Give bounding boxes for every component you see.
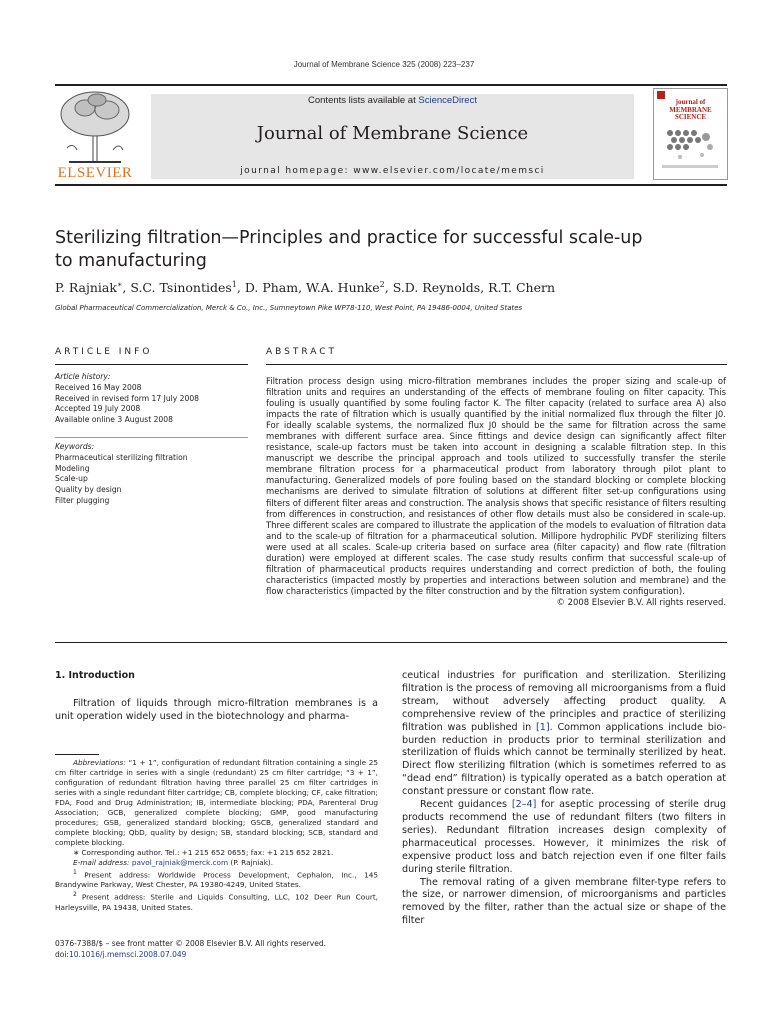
footnote-2-text: Present address: Sterile and Liquids Consulting, LLC, 102 Deer Run Court, Harleysville, PA 19438, United States. [55,892,378,912]
footnote-1 [55,868,378,890]
intro-paragraph-2 [402,799,726,876]
intro-p2-text-b: for aseptic processing of sterile drug products recommend the use of redundant filters (two filters in series). Redundant filtration increases design complexity of pharmaceutical processes. However, it minimizes the risk of expensive product loss and batch rejection even if one filter fails during sterile filtration. [402,799,726,875]
author-list [55,280,735,295]
footnote-1-mark: 1 [73,869,77,876]
email-link[interactable]: pavol_rajniak@merck.com [131,858,229,867]
intro-p1-text-a: ceutical industries for purification and sterilization. Sterilizing filtration is the process of removing all microorganisms from a fluid stream, without adversely affecting product quality. A comprehensive review of the principles and practice of sterilizing filtration was published in [402,670,726,733]
footnote-2 [55,890,378,912]
keyword-item[interactable]: Filter plugging [55,495,110,505]
email-footnote [55,858,378,868]
history-label: Article history: [55,372,111,381]
journal-homepage[interactable]: journal homepage: www.elsevier.com/locate/memsci [240,166,545,176]
intro-p2-text-a: Recent guidances [420,799,512,811]
footnote-mark-2[interactable]: 2 [379,280,385,289]
journal-title: Journal of Membrane Science [256,123,529,144]
abstract-copyright: © 2008 Elsevier B.V. All rights reserved. [556,596,726,607]
intro-left-column [55,698,378,724]
doi-line [55,950,385,961]
footnote-mark-1[interactable]: 1 [231,280,237,289]
title-line-2: to manufacturing [55,251,207,271]
title-line-1: Sterilizing filtration—Principles and practice for successful scale-up [55,228,643,248]
keyword-item[interactable]: Quality by design [55,485,122,495]
cover-logo-mark [657,91,665,99]
issn-line: 0376-7388/$ – see front matter © 2008 Elsevier B.V. All rights reserved. [55,939,327,948]
keywords-label: Keywords: [55,442,95,451]
abstract-rule [266,364,727,365]
email-label: E-mail address: [73,858,130,867]
article-history [55,372,250,426]
history-revised: Received in revised form 17 July 2008 [55,393,199,403]
footnote-rule [55,754,99,755]
intro-right-column [402,670,726,928]
abstract-heading: ABSTRACT [266,347,338,357]
abstract-text: Filtration process design using micro-filtration membranes includes the proper sizing and scale-up of filtration units and requires an understanding of the effects of membrane fouling on filter capacity. This fouling is usually quantified by some fouling factor K. The filter capacity (related to surface area A) also impacts the rate of filtration which is usually quantified by the initial normalized flux through the filter J0. For ideally scalable systems, the normalized flux J0 should be the same for filtration across the same membranes with different surface area. Since fittings and device design can significantly affect filter resistance, scale-up factors must be taken into account in designing a scalable filtration step. In this manuscript we describe the principal approach and tools utilized to successfully transfer the sterile membrane filtration process for a pharmaceutical product from laboratory through pilot plant to manufacturing. Generalized models of pore fouling based on the standard blocking or complete blocking mechanisms are derived to simulate filtration of solutions at different filter set-up configurations using filters of different filter areas and construction. The analysis shows that specific resistance of filters resulting from differences in construction, and resistances of other flow details must also be considered in scale-up. Three different scales are compared to illustrate the application of the models to evaluation of filtration data and to the scale-up of filtration for a pharmaceutical solution. Millipore hydrophilic PVDF sterilizing filters were used at all scales. Scale-up criteria based on surface area (filter capacity) and flow rate (filtration duration) were employed at different scales. The case study results confirm that successful scale-up of filtration of pharmaceutical products requires understanding and correct prediction of both, the fouling characteristics (impacted mostly by properties and interactions between solution and membrane) and the flow characteristics (impacted by the filter construction and by the filtration system configuration). [266,376,726,596]
author-reynolds-chern[interactable]: , S.D. Reynolds, R.T. Chern [384,280,555,296]
keyword-item[interactable]: Scale-up [55,474,88,484]
abbreviations-footnote [55,758,378,848]
intro-p1-text-b: . Common applications include bio-burden reduction in products prior to terminal sterilization and sterilization of fluids which cannot be terminally sterilized by heat. Direct flow sterilizing filtration (which is sometimes referred to as “dead end” filtration) is typically operated as a batch operation at constant pressure or constant flow rate. [402,721,726,798]
sciencedirect-link[interactable]: ScienceDirect [418,95,477,106]
author-rajniak[interactable]: P. Rajniak [55,280,117,296]
keywords [55,442,250,507]
introduction-heading: 1. Introduction [55,670,135,681]
intro-paragraph-continued [402,670,726,799]
doi-prefix: doi: [55,949,69,959]
running-head: Journal of Membrane Science 325 (2008) 223–237 [293,60,475,69]
abstract-bottom-rule [55,642,727,643]
intro-paragraph-3: The removal rating of a given membrane filter-type refers to the size, or narrower dimension, of microorganisms and particles removed by the filter, rather than the actual size or shape of the filter [402,876,726,927]
keyword-item[interactable]: Pharmaceutical sterilizing filtration [55,452,188,462]
elsevier-logo[interactable] [55,88,135,182]
affiliation: Global Pharmaceutical Commercialization, Merck & Co., Inc., Sumneytown Pike WP78-110, West Point, PA 19486-0004, United States [55,304,523,312]
header-bottom-rule [55,184,727,186]
citation-link[interactable]: [2–4] [511,799,537,811]
abbreviations-text: “1 + 1”, configuration of redundant filtration containing a single 25 cm filter cartridge in series with a single (redundant) 25 cm filter cartridge; “3 + 1”, configuration of redundant filtration having three parallel 25 cm filter cartridges in series with a single redundant filter cartridge; CB, complete blocking; CF, cake filtration; FDA, Food and Drug Administration; IB, intermediate blocking; PDA, Parenteral Drug Association; GCB, generalized complete blocking; GMP, good manufacturing procedures; GSB, generalized standard blocking; GSCB, generalized standard and complete blocking; QbD, quality by design; SB, standard blocking; SCB, standard and complete blocking. [55,758,378,847]
abbreviations-label: Abbreviations: [73,758,126,767]
history-received: Received 16 May 2008 [55,382,142,392]
intro-paragraph-1: Filtration of liquids through micro-filtration membranes is a unit operation widely used in the biotechnology and pharma- [55,698,378,722]
abstract-body [266,376,726,608]
author-tsinontides[interactable]: , S.C. Tsinontides [122,280,232,296]
article-info-heading: ARTICLE INFO [55,347,153,357]
corresponding-footnote-mark: ∗ [73,848,80,857]
footnote-1-text: Present address: Worldwide Process Development, Cephalon, Inc., 145 Brandywine Parkway, West Chester, PA 19380-4249, United States. [55,870,378,890]
footnotes [55,758,378,913]
keywords-rule [55,437,248,438]
elsevier-tree-icon [55,88,135,164]
cover-molecule-icon [660,125,720,173]
journal-cover-thumbnail[interactable] [653,88,728,180]
corresponding-author-footnote [55,848,378,858]
footnote-2-mark: 2 [73,891,77,899]
corresponding-mark[interactable]: ∗ [116,280,123,289]
paper-title [55,227,655,273]
email-suffix: (P. Rajniak). [228,858,274,867]
history-online: Available online 3 August 2008 [55,415,173,425]
header-top-rule [55,84,727,86]
keyword-item[interactable]: Modeling [55,463,90,473]
contents-line [151,95,634,106]
author-pham-hunke[interactable]: , D. Pham, W.A. Hunke [236,280,380,296]
article-info-rule [55,364,248,365]
citation-link[interactable]: [1] [536,721,550,733]
corresponding-text: Corresponding author. Tel.: +1 215 652 0655; fax: +1 215 652 2821. [79,848,334,857]
doi-link[interactable]: 10.1016/j.memsci.2008.07.049 [68,949,187,959]
cover-title: journal of MEMBRANE SCIENCE [669,98,712,121]
history-accepted: Accepted 19 July 2008 [55,404,141,414]
contents-prefix: Contents lists available at [308,95,419,106]
elsevier-wordmark: ELSEVIER [57,165,133,181]
front-matter-info [55,939,385,960]
